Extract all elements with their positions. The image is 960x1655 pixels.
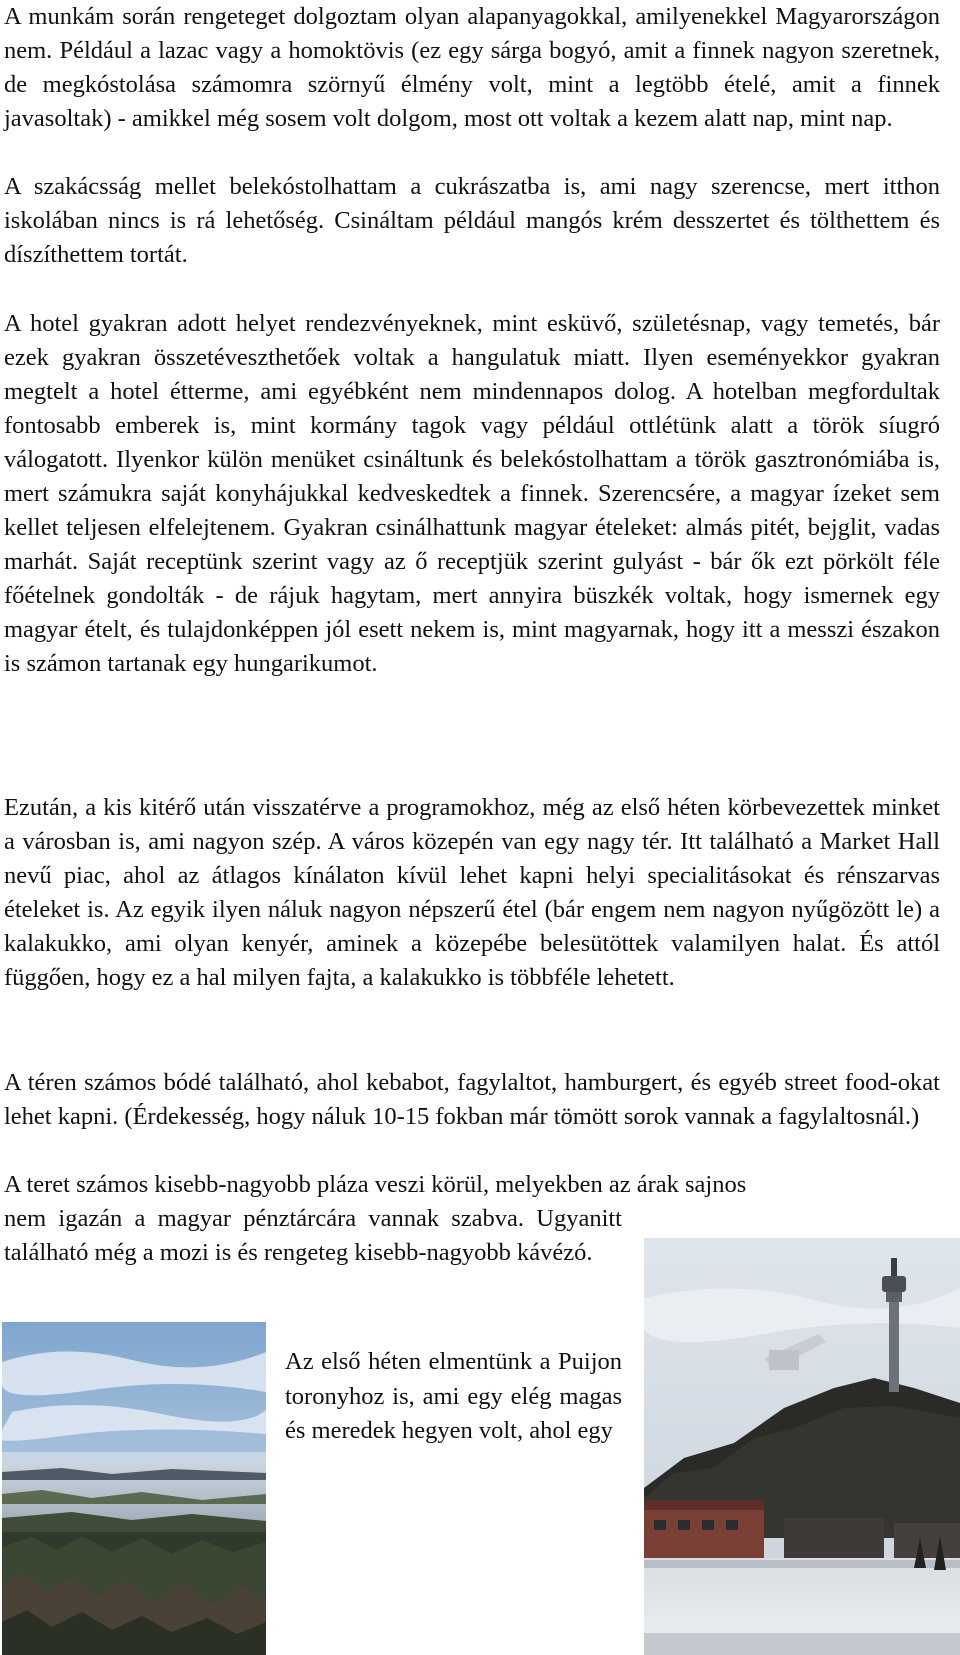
paragraph-hotel-events: A hotel gyakran adott helyet rendezvényeknek, mint esküvő, születésnap, vagy temetés, bár ezek gyakran összetéveszthetőek voltak a hangulatuk miatt. Ilyen eseményekkor gyakran megtelt a hotel étterme, ami egyébként nem mindennapos dolog. A hotelban megfordultak fontosabb emberek is, mint kormány tagok vagy például ottlétünk alatt a török síugró válogatott. Ilyenkor külön menüket csináltunk és belekóstolhattam a török gasztronómiába is, mert számukra saját konyhájukkal kedveskedtek a finnek. Szerencsére, a magyar ízeket sem kellet teljesen elfelejtenem. Gyakran csinálhattunk magyar ételeket: almás pitét, bejglit, vadas marhát. Saját receptünk szerint vagy az ő receptjük szerint gulyást - bár ők ezt pörkölt féle főételnek gondolták - de rájuk hagytam, mert annyira büszkék voltak, hogy ismernek egy magyar ételt, és tulajdonképpen jól esett nekem is, mint magyarnak, hogy itt a messzi északon is számon tartanak egy hungarikumot. <box>4 310 940 677</box>
lake-view-photo <box>2 1322 266 1655</box>
paragraph-puijo-tower: Az első héten elmentünk a Puijon toronyhoz is, ami egy elég magas és meredek hegyen volt, ahol egy <box>285 1348 622 1444</box>
paragraph-city-tour: Ezután, a kis kitérő után visszatérve a programokhoz, még az első héten körbevezettek minket a városban is, ami nagyon szép. A város közepén van egy nagy tér. Itt található a Market Hall nevű piac, ahol az átlagos kínálaton kívül lehet kapni helyi specialitásokat és rénszarvas ételeket is. Az egyik ilyen náluk nagyon népszerű étel (bár engem nem nagyon nyűgözött le) a kalakukko, ami olyan kenyér, aminek a közepébe belesütöttek valamilyen halat. És attól függően, hogy ez a hal milyen fajta, a kalakukko is többféle lehetett. <box>4 794 940 991</box>
paragraph-square-stalls: A téren számos bódé található, ahol kebabot, fagylaltot, hamburgert, és egyéb street food-okat lehet kapni. (Érdekesség, hogy náluk 10-15 fokban már tömött sorok vannak a fagylaltosnál.) <box>4 1069 940 1130</box>
puijo-tower-photo <box>644 1238 960 1655</box>
paragraph-plazas: A teret számos kisebb-nagyobb pláza veszi körül, melyekben az árak sajnos <box>4 1171 747 1198</box>
paragraph-pastry: A szakácsság mellet belekóstolhattam a cukrászatba is, ami nagy szerencse, mert itthon iskolában nincs is rá lehetőség. Csináltam például mangós krém desszertet és tölthettem és díszíthettem tortát. <box>4 173 940 268</box>
paragraph-ingredients: A munkám során rengeteget dolgoztam olyan alapanyagokkal, amilyenekkel Magyarországon nem. Például a lazac vagy a homoktövis (ez egy sárga bogyó, amit a finnek nagyon szeretnek, de megkóstolása számomra szörnyű élmény volt, mint a legtöbb ételé, amit a finnek javasoltak) - amikkel még sosem volt dolgom, most ott voltak a kezem alatt nap, mint nap. <box>4 3 940 132</box>
paragraph-plazas-continued: nem igazán a magyar pénztárcára vannak szabva. Ugyanitt található még a mozi is és rengeteg kisebb-nagyobb kávézó. <box>4 1205 622 1266</box>
